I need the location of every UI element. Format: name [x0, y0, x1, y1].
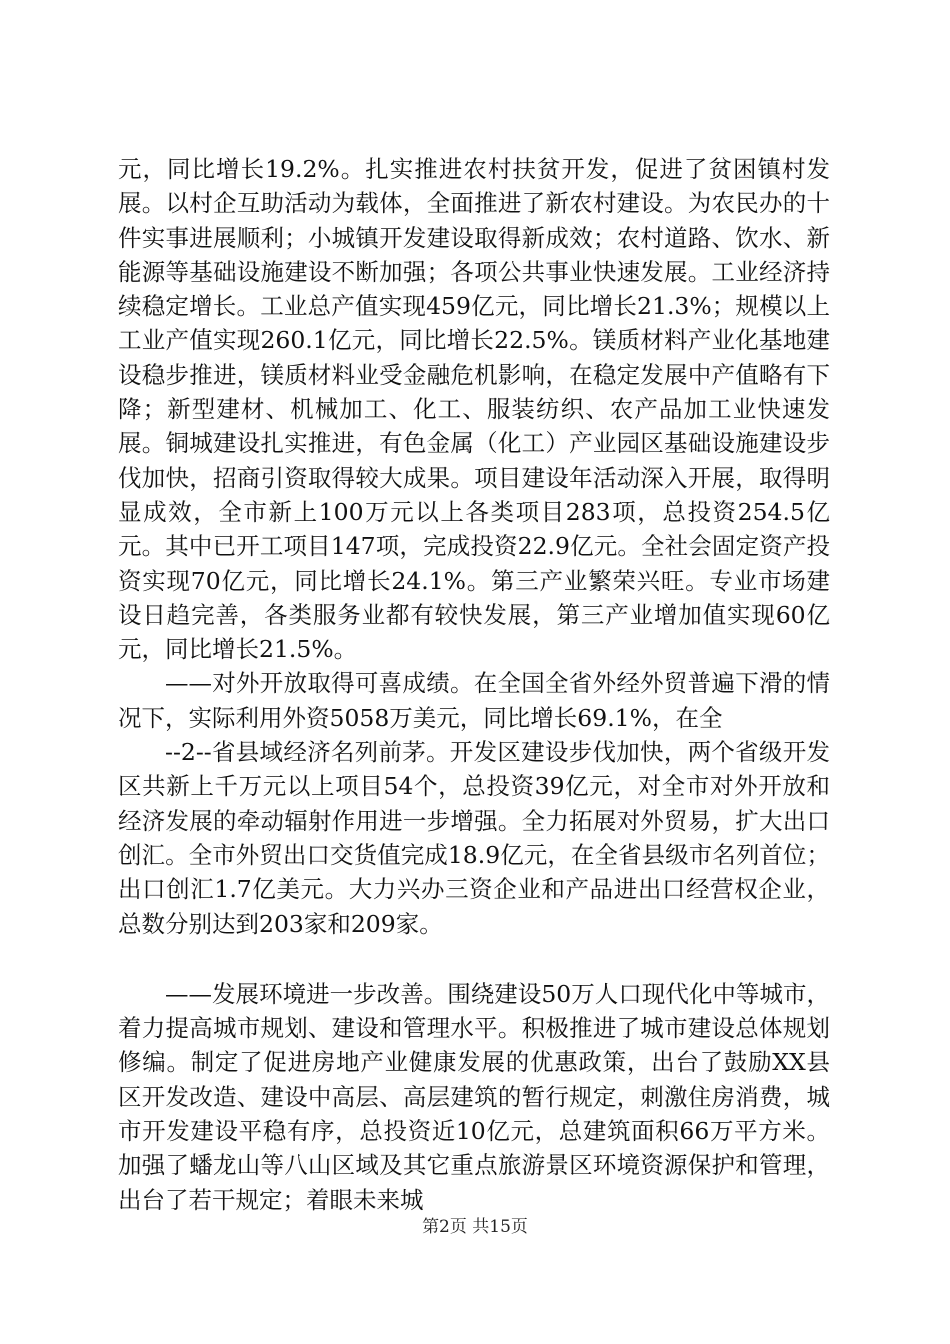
paragraph-environment: ——发展环境进一步改善。围绕建设50万人口现代化中等城市，着力提高城市规划、建设和管理水平。积极推进了城市建设总体规划修编。制定了促进房地产业健康发展的优惠政策，出台了鼓励XX县区开发改造、建设中高层、高层建筑的暂行规定，刺激住房消费，城市开发建设平稳有序，总投资近10亿元，总建筑面积66万平方米。加强了蟠龙山等八山区域及其它重点旅游景区环境资源保护和管理，出台了若干规定；着眼未来城	[118, 979, 830, 1214]
paragraph-spacer	[118, 941, 830, 977]
page-footer	[0, 1216, 950, 1238]
paragraph-agriculture-industry: 元，同比增长19.2%。扎实推进农村扶贫开发，促进了贫困镇村发展。以村企互助活动为载体，全面推进了新农村建设。为农民办的十件实事进展顺利；小城镇开发建设取得新成效；农村道路、饮水、新能源等基础设施建设不断加强；各项公共事业快速发展。工业经济持续稳定增长。工业总产值实现459亿元，同比增长21.3%；规模以上工业产值实现260.1亿元，同比增长22.5%。镁质材料产业化基地建设稳步推进，镁质材料业受金融危机影响，在稳定发展中产值略有下降；新型建材、机械加工、化工、服装纺织、农产品加工业快速发展。铜城建设扎实推进，有色金属（化工）产业园区基础设施建设步伐加快，招商引资取得较大成果。项目建设年活动深入开展，取得明显成效，全市新上100万元以上各类项目283项，总投资254.5亿元。其中已开工项目147项，完成投资22.9亿元。全社会固定资产投资实现70亿元，同比增长24.1%。第三产业繁荣兴旺。专业市场建设日趋完善，各类服务业都有较快发展，第三产业增加值实现60亿元，同比增长21.5%。	[118, 155, 830, 664]
page-number-label: 第2页 共15页	[422, 1217, 528, 1237]
document-body	[118, 152, 830, 1217]
paragraph-development-zones: --2--省县域经济名列前茅。开发区建设步伐加快，两个省级开发区共新上千万元以上项目54个，总投资39亿元，对全市对外开放和经济发展的牵动辐射作用进一步增强。全力拓展对外贸易，扩大出口创汇。全市外贸出口交货值完成18.9亿元，在全省县级市名列首位；出口创汇1.7亿美元。大力兴办三资企业和产品进出口经营权企业，总数分别达到203家和209家。	[118, 738, 830, 938]
paragraph-opening-up: ——对外开放取得可喜成绩。在全国全省外经外贸普遍下滑的情况下，实际利用外资5058万美元，同比增长69.1%，在全	[118, 669, 830, 732]
